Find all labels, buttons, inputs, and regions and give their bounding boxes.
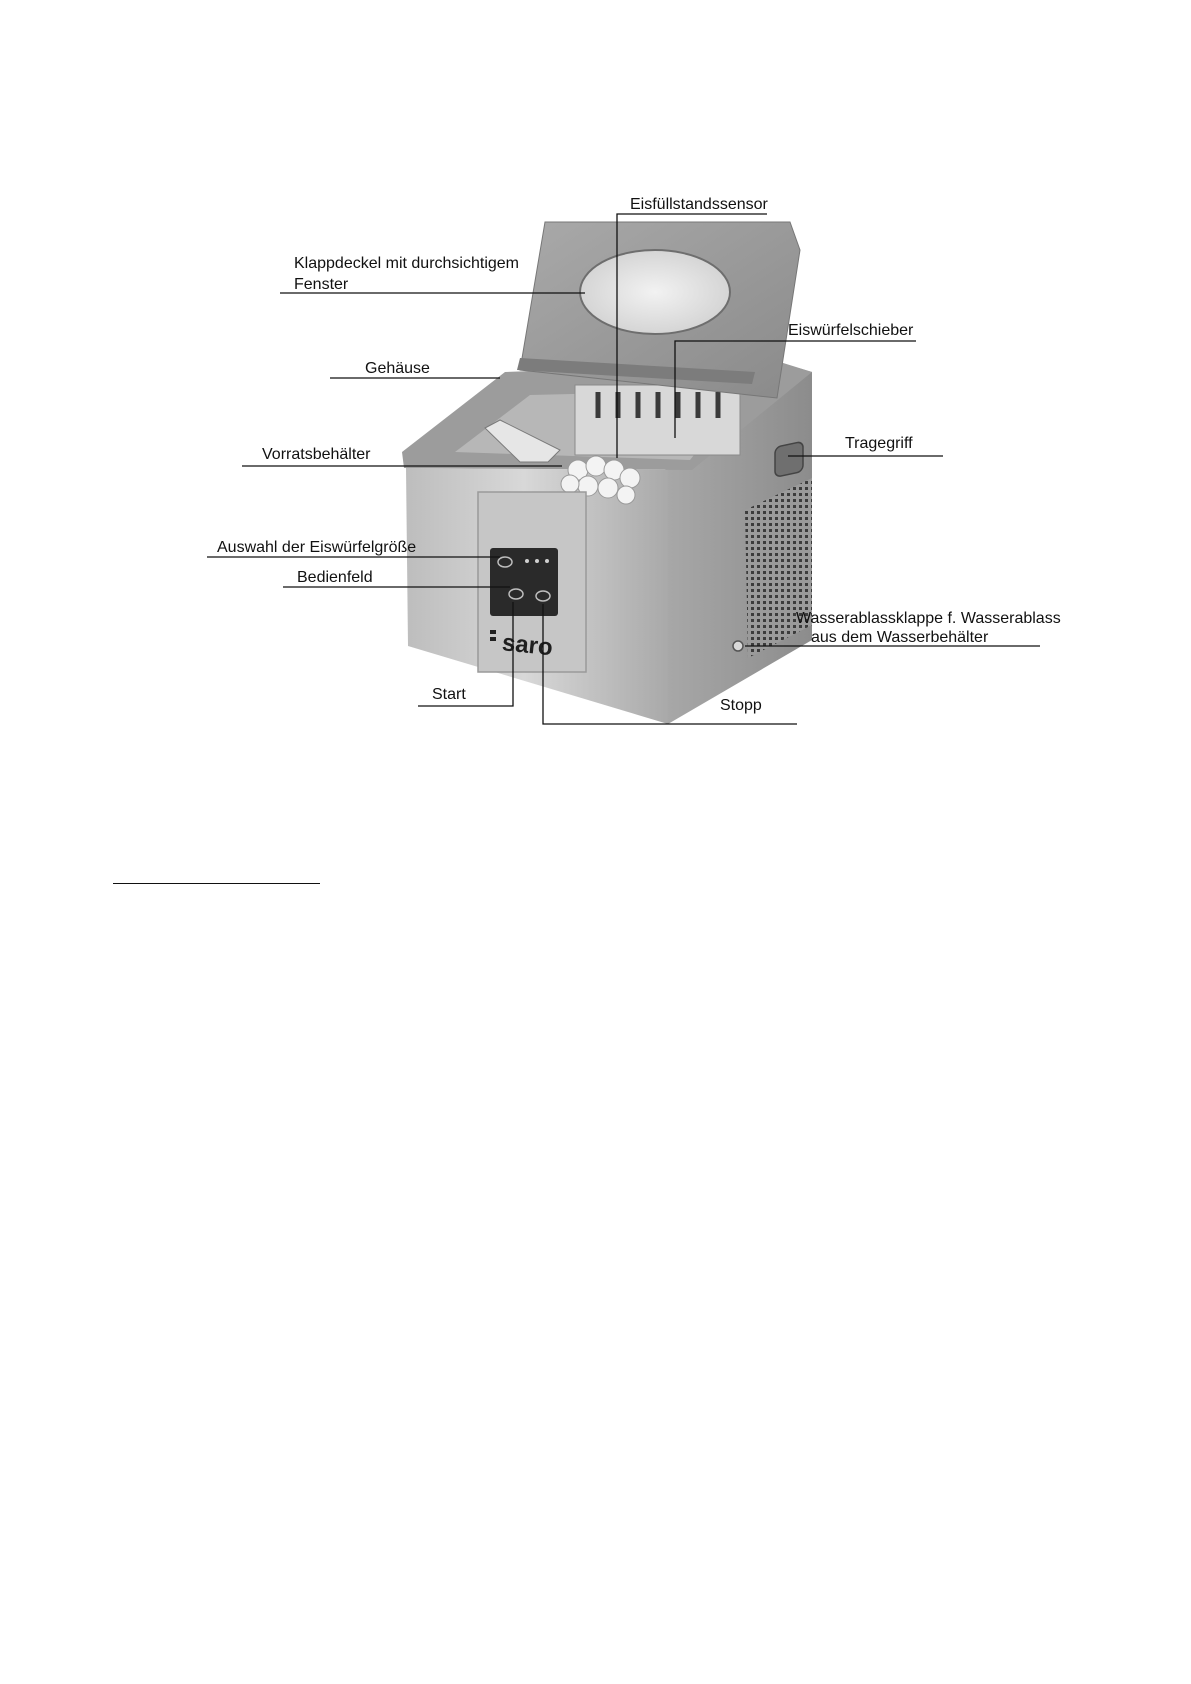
label-wasserablass-line1: Wasserablassklappe f. Wasserablass: [796, 610, 1061, 627]
label-gehaeuse: Gehäuse: [365, 360, 430, 377]
label-bedienfeld: Bedienfeld: [297, 569, 373, 586]
label-stopp: Stopp: [720, 697, 762, 714]
label-klappdeckel-line2: Fenster: [294, 276, 349, 293]
ice-machine-illustration: [402, 222, 812, 724]
label-wasserablass-line2: aus dem Wasserbehälter: [811, 629, 989, 646]
brand-logo-text: saro: [500, 629, 554, 662]
label-eisfuellstandssensor: Eisfüllstandssensor: [630, 196, 768, 213]
evaporator-fingers: [598, 392, 718, 418]
carry-handle: [775, 441, 803, 477]
drain-plug: [733, 641, 743, 651]
label-klappdeckel-line1: Klappdeckel mit durchsichtigem: [294, 255, 519, 272]
label-auswahl-groesse: Auswahl der Eiswürfelgröße: [217, 539, 417, 556]
lid-window: [580, 250, 730, 334]
label-eiswuerfelschieber: Eiswürfelschieber: [788, 322, 914, 339]
label-vorratsbehaelter: Vorratsbehälter: [262, 446, 371, 463]
label-tragegriff: Tragegriff: [845, 435, 913, 452]
label-start: Start: [432, 686, 466, 703]
brand-logo-mark: [490, 637, 496, 641]
brand-logo-mark: [490, 630, 496, 634]
section-divider: [113, 883, 320, 884]
